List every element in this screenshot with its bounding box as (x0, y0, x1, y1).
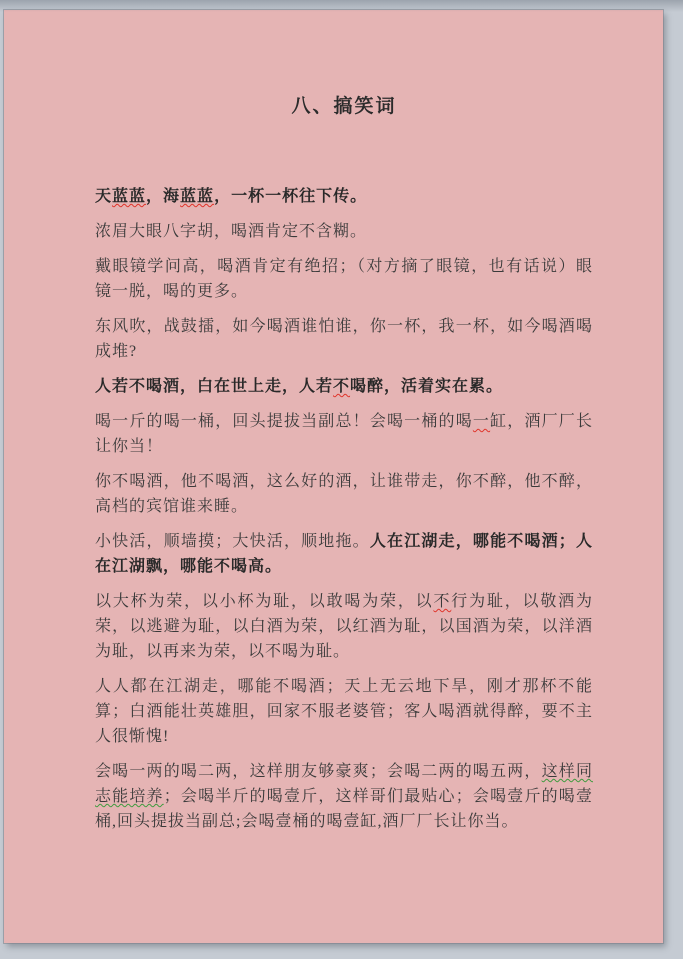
text-segment: 不 (333, 378, 351, 395)
text-segment: 缸，酒厂厂长让你当！ (95, 413, 593, 455)
text-segment: 不 (433, 593, 452, 610)
paragraph (95, 254, 593, 304)
paragraph (95, 469, 593, 519)
paragraph (95, 409, 593, 459)
paragraph (95, 529, 593, 579)
paragraph (95, 374, 593, 399)
text-segment: 东风吹，战鼓擂，如今喝酒谁怕谁，你一杯，我一杯，如今喝酒喝成堆? (95, 318, 593, 360)
text-segment: 会喝一两的喝二两，这样朋友够豪爽；会喝二两的喝五两， (95, 763, 542, 780)
text-segment: ，海 (146, 188, 181, 205)
paragraph (95, 589, 593, 664)
paragraph (95, 759, 593, 834)
paragraph (95, 219, 593, 244)
text-segment: 一 (472, 413, 491, 430)
text-segment: 你不喝酒，他不喝酒，这么好的酒，让谁带走，你不醉，他不醉，高档的宾馆谁来睡。 (95, 473, 593, 515)
text-segment: 戴眼镜学问高，喝酒肯定有绝招；（对方摘了眼镜，也有话说）眼镜一脱，喝的更多。 (95, 258, 593, 300)
document-title: 八、搞笑词 (291, 96, 397, 117)
text-segment: 蓝蓝 (112, 188, 147, 205)
text-segment: 以大杯为荣，以小杯为耻，以敢喝为荣，以 (95, 593, 434, 610)
text-segment: ；会喝半斤的喝壹斤，这样哥们最贴心；会喝壹斤的喝壹桶,回头提拔当副总;会喝壹桶的喝壹缸,酒厂厂长让你当。 (95, 788, 593, 830)
text-segment: 蓝蓝 (180, 188, 215, 205)
document-body (95, 184, 593, 834)
paragraph (95, 184, 593, 209)
text-segment: 行为耻，以敬酒为荣，以逃避为耻，以白酒为荣，以红酒为耻，以国酒为荣，以洋酒为耻，以再来为荣，以不喝为耻。 (95, 593, 593, 660)
text-segment: 喝醉，活着实在累。 (350, 378, 504, 395)
paragraph (95, 674, 593, 749)
text-segment: 喝一斤的喝一桶，回头提拔当副总！会喝一桶的喝 (95, 413, 473, 430)
text-segment: 人在江湖走，哪能不喝酒；人在江湖飘，哪能不喝高。 (95, 533, 593, 575)
text-segment: 这样同志能培养 (95, 763, 593, 805)
text-segment: 小快活，顺墙摸；大快活，顺地拖。 (95, 533, 370, 550)
text-segment: ，一杯一杯往下传。 (214, 188, 368, 205)
text-segment: 人若不喝酒，白在世上走，人若 (95, 378, 334, 395)
paragraph (95, 314, 593, 364)
document-page[interactable] (4, 10, 663, 943)
text-segment: 浓眉大眼八字胡，喝酒肯定不含糊。 (95, 223, 368, 240)
text-segment: 天 (95, 188, 113, 205)
text-segment: 人人都在江湖走，哪能不喝酒；天上无云地下旱，刚才那杯不能算；白酒能壮英雄胆，回家不服老婆管；客人喝酒就得醉，要不主人很惭愧! (95, 678, 593, 745)
